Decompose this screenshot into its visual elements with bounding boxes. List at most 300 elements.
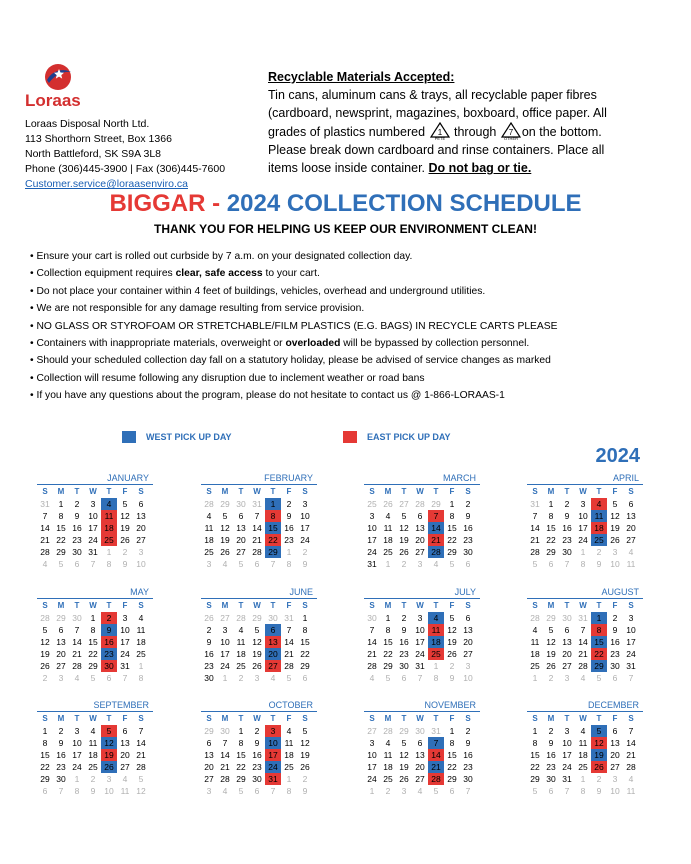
calendar-day: 11 <box>383 523 393 533</box>
adjacent-month-day: 6 <box>401 673 407 683</box>
calendar-day: 24 <box>88 535 98 545</box>
calendar-day: 23 <box>562 535 572 545</box>
calendar-day: 16 <box>56 750 66 760</box>
weekday-header: T <box>238 714 244 723</box>
calendar-day: 20 <box>562 649 572 659</box>
title-town: BIGGAR <box>109 190 206 217</box>
calendar-day: 17 <box>220 649 230 659</box>
adjacent-month-day: 10 <box>463 673 473 683</box>
month-may <box>37 587 153 684</box>
calendar-day: 21 <box>367 649 377 659</box>
recyclables-heading: Recyclable Materials Accepted: <box>268 70 455 84</box>
calendar-day: 29 <box>530 774 540 784</box>
calendar-day: 4 <box>385 738 391 748</box>
calendar-day: 29 <box>40 774 50 784</box>
weekday-header: S <box>302 601 308 610</box>
calendar-day: 5 <box>401 511 407 521</box>
weekday-header: S <box>206 601 212 610</box>
calendar-day: 22 <box>447 762 457 772</box>
calendar-day: 22 <box>530 762 540 772</box>
calendar-day: 22 <box>447 535 457 545</box>
calendar-day: 5 <box>401 738 407 748</box>
calendar-day: 7 <box>286 625 292 635</box>
calendar-day: 22 <box>88 649 98 659</box>
adjacent-month-day: 4 <box>222 559 228 569</box>
adjacent-month-day: 2 <box>385 786 391 796</box>
adjacent-month-day: 28 <box>383 726 393 736</box>
calendar-day: 27 <box>415 547 425 557</box>
month-september <box>37 700 153 797</box>
calendar-day: 15 <box>88 637 98 647</box>
calendar-day: 30 <box>546 774 556 784</box>
weekday-header: F <box>122 714 128 723</box>
calendar-day: 2 <box>286 499 292 509</box>
weekday-header: T <box>433 487 439 496</box>
adjacent-month-day: 7 <box>564 559 570 569</box>
east-pickup-day: 17 <box>265 749 281 761</box>
calendar-day: 2 <box>612 613 618 623</box>
calendar-day: 9 <box>286 511 292 521</box>
adjacent-month-day: 9 <box>596 559 602 569</box>
adjacent-month-day: 4 <box>433 559 439 569</box>
calendar-day: 21 <box>252 535 262 545</box>
weekday-header: S <box>532 487 538 496</box>
weekday-header: S <box>138 601 144 610</box>
adjacent-month-day: 30 <box>220 726 230 736</box>
adjacent-month-day: 6 <box>42 786 48 796</box>
calendar-day: 1 <box>302 613 308 623</box>
calendar-day: 12 <box>40 637 50 647</box>
adjacent-month-day: 3 <box>58 673 64 683</box>
weekday-header: S <box>302 714 308 723</box>
calendar-day: 4 <box>138 613 144 623</box>
calendar-day: 6 <box>417 738 423 748</box>
calendar-day: 19 <box>399 535 409 545</box>
adjacent-month-day: 5 <box>138 774 144 784</box>
calendar-day: 14 <box>626 738 636 748</box>
recycle-code-other: OTHER <box>503 136 518 140</box>
calendar-day: 13 <box>415 523 425 533</box>
adjacent-month-day: 6 <box>106 673 112 683</box>
weekday-header: T <box>238 601 244 610</box>
weekday-header: S <box>42 714 48 723</box>
adjacent-month-day: 8 <box>138 673 144 683</box>
calendar-day: 13 <box>626 511 636 521</box>
calendar-day: 30 <box>252 774 262 784</box>
east-pickup-day: 13 <box>265 636 281 648</box>
weekday-header: M <box>221 601 229 610</box>
calendar-day: 23 <box>399 649 409 659</box>
east-pickup-day: 5 <box>101 725 117 737</box>
weekday-header: M <box>384 601 392 610</box>
weekday-header: S <box>42 487 48 496</box>
adjacent-month-day: 7 <box>564 786 570 796</box>
weekday-header: W <box>89 714 97 723</box>
calendar-day: 7 <box>42 511 48 521</box>
month-january <box>37 473 153 570</box>
west-pickup-day: 28 <box>428 546 444 558</box>
month-name: JULY <box>364 587 480 599</box>
calendar-day: 7 <box>580 625 586 635</box>
adjacent-month-day: 2 <box>90 774 96 784</box>
calendar-day: 26 <box>252 661 262 671</box>
west-pickup-day: 1 <box>265 498 281 510</box>
adjacent-month-day: 2 <box>42 673 48 683</box>
month-name: MAY <box>37 587 153 599</box>
calendar-day: 14 <box>284 637 294 647</box>
adjacent-month-day: 1 <box>74 774 80 784</box>
calendar-day: 17 <box>72 750 82 760</box>
west-pickup-day: 6 <box>265 624 281 636</box>
adjacent-month-day: 9 <box>90 786 96 796</box>
calendar-day: 1 <box>238 726 244 736</box>
adjacent-month-day: 3 <box>254 673 260 683</box>
weekday-header: T <box>238 487 244 496</box>
month-name: MARCH <box>364 473 480 485</box>
adjacent-month-day: 4 <box>580 673 586 683</box>
adjacent-month-day: 3 <box>417 559 423 569</box>
calendar-day: 23 <box>284 535 294 545</box>
calendar-day: 16 <box>463 750 473 760</box>
east-pickup-day: 19 <box>101 749 117 761</box>
adjacent-month-day: 31 <box>530 499 540 509</box>
adjacent-month-day: 6 <box>254 786 260 796</box>
calendar-day: 15 <box>447 750 457 760</box>
adjacent-month-day: 6 <box>548 786 554 796</box>
calendar-day: 28 <box>252 547 262 557</box>
calendar-day: 5 <box>612 499 618 509</box>
month-april <box>527 473 643 570</box>
adjacent-month-day: 6 <box>449 786 455 796</box>
calendar-day: 12 <box>399 750 409 760</box>
weekday-header: T <box>74 714 80 723</box>
calendar-day: 16 <box>610 637 620 647</box>
calendar-day: 18 <box>284 750 294 760</box>
weekday-header: M <box>221 487 229 496</box>
calendar-day: 31 <box>120 661 130 671</box>
adjacent-month-day: 6 <box>74 559 80 569</box>
weekday-header: T <box>564 487 570 496</box>
calendar-day: 4 <box>580 726 586 736</box>
calendar-day: 6 <box>206 738 212 748</box>
weekday-header: T <box>270 714 276 723</box>
adjacent-month-day: 30 <box>72 613 82 623</box>
weekday-header: T <box>401 601 407 610</box>
calendar-day: 27 <box>562 661 572 671</box>
east-pickup-day: 4 <box>591 498 607 510</box>
calendar-day: 9 <box>465 511 471 521</box>
calendar-day: 21 <box>578 649 588 659</box>
calendar-day: 10 <box>578 511 588 521</box>
calendar-day: 29 <box>88 661 98 671</box>
calendar-day: 19 <box>120 523 130 533</box>
calendar-day: 6 <box>417 511 423 521</box>
calendar-day: 11 <box>530 637 540 647</box>
calendar-day: 15 <box>546 523 556 533</box>
calendar-day: 3 <box>628 613 634 623</box>
calendar-day: 7 <box>532 511 538 521</box>
weekday-header: T <box>433 601 439 610</box>
calendar-day: 17 <box>415 637 425 647</box>
calendar-day: 3 <box>369 738 375 748</box>
calendar-day: 26 <box>40 661 50 671</box>
weekday-header: W <box>253 714 261 723</box>
weekday-header: F <box>449 487 455 496</box>
weekday-header: F <box>286 714 292 723</box>
adjacent-month-day: 8 <box>286 559 292 569</box>
calendar-day: 10 <box>626 625 636 635</box>
east-pickup-day: 21 <box>428 534 444 546</box>
calendar-day: 18 <box>383 535 393 545</box>
weekday-header: S <box>138 487 144 496</box>
calendar-day: 23 <box>546 762 556 772</box>
company-name: Loraas Disposal North Ltd. <box>25 118 150 130</box>
do-not-bag-notice: Do not bag or tie. <box>428 161 532 175</box>
rule-item: • Containers with inappropriate materials, overweight or overloaded will be bypassed by collection personnel. <box>30 335 670 352</box>
calendar-day: 26 <box>220 547 230 557</box>
west-pickup-day: 14 <box>428 522 444 534</box>
calendar-day: 5 <box>548 625 554 635</box>
adjacent-month-day: 4 <box>270 673 276 683</box>
calendar-day: 24 <box>367 547 377 557</box>
calendar-day: 23 <box>463 535 473 545</box>
calendar-day: 20 <box>415 762 425 772</box>
calendar-day: 25 <box>383 774 393 784</box>
title-schedule: 2024 COLLECTION SCHEDULE <box>226 190 582 217</box>
adjacent-month-day: 4 <box>628 547 634 557</box>
calendar-day: 7 <box>628 726 634 736</box>
calendar-day: 9 <box>548 738 554 748</box>
calendar-day: 3 <box>222 625 228 635</box>
calendar-day: 14 <box>530 523 540 533</box>
adjacent-month-day: 6 <box>302 673 308 683</box>
calendar-day: 25 <box>578 762 588 772</box>
month-march <box>364 473 480 570</box>
calendar-day: 17 <box>367 762 377 772</box>
calendar-day: 16 <box>562 523 572 533</box>
month-july <box>364 587 480 684</box>
adjacent-month-day: 4 <box>122 774 128 784</box>
west-pickup-day: 21 <box>428 761 444 773</box>
adjacent-month-day: 30 <box>236 499 246 509</box>
east-pickup-day: 2 <box>101 612 117 624</box>
west-pickup-day: 4 <box>428 612 444 624</box>
weekday-header: M <box>547 601 555 610</box>
adjacent-month-day: 7 <box>417 673 423 683</box>
calendar-day: 30 <box>610 661 620 671</box>
weekday-header: W <box>416 601 424 610</box>
west-pickup-day: 25 <box>591 534 607 546</box>
month-name: JUNE <box>201 587 317 599</box>
calendar-day: 28 <box>367 661 377 671</box>
calendar-day: 2 <box>401 613 407 623</box>
calendar-day: 28 <box>72 661 82 671</box>
weekday-header: T <box>596 487 602 496</box>
calendar-day: 24 <box>72 762 82 772</box>
calendar-day: 29 <box>447 774 457 784</box>
weekday-header: F <box>122 601 128 610</box>
adjacent-month-day: 4 <box>628 774 634 784</box>
calendar-day: 27 <box>204 774 214 784</box>
calendar-day: 13 <box>236 523 246 533</box>
calendar-day: 26 <box>300 762 310 772</box>
calendar-day: 29 <box>383 661 393 671</box>
adjacent-month-day: 11 <box>626 559 636 569</box>
calendar-day: 25 <box>530 661 540 671</box>
adjacent-month-day: 9 <box>596 786 602 796</box>
month-name: OCTOBER <box>201 700 317 712</box>
adjacent-month-day: 3 <box>206 786 212 796</box>
adjacent-month-day: 7 <box>628 673 634 683</box>
company-address-line2: North Battleford, SK S9A 3L8 <box>25 148 161 160</box>
west-pickup-day: 9 <box>101 624 117 636</box>
weekday-header: F <box>612 714 618 723</box>
calendar-day: 10 <box>367 523 377 533</box>
calendar-day: 28 <box>578 661 588 671</box>
calendar-day: 12 <box>300 738 310 748</box>
calendar-day: 28 <box>284 661 294 671</box>
weekday-header: T <box>270 601 276 610</box>
logo-wordmark: Loraas <box>25 91 81 110</box>
calendar-day: 20 <box>236 535 246 545</box>
calendar-day: 12 <box>120 511 130 521</box>
adjacent-month-day: 9 <box>302 559 308 569</box>
adjacent-month-day: 1 <box>286 547 292 557</box>
adjacent-month-day: 27 <box>367 726 377 736</box>
weekday-header: T <box>401 714 407 723</box>
calendar-day: 29 <box>300 661 310 671</box>
calendar-day: 16 <box>463 523 473 533</box>
calendar-day: 10 <box>72 738 82 748</box>
calendar-day: 14 <box>40 523 50 533</box>
adjacent-month-day: 5 <box>58 559 64 569</box>
recycle-code-pete: PETE <box>434 136 445 140</box>
calendar-day: 25 <box>136 649 146 659</box>
adjacent-month-day: 28 <box>236 613 246 623</box>
calendar-day: 9 <box>465 738 471 748</box>
calendar-day: 17 <box>562 750 572 760</box>
calendar-day: 31 <box>415 661 425 671</box>
adjacent-month-day: 4 <box>74 673 80 683</box>
calendar-day: 29 <box>546 547 556 557</box>
calendar-day: 9 <box>254 738 260 748</box>
calendar-day: 22 <box>40 762 50 772</box>
company-email-link[interactable]: Customer.service@loraasenviro.ca <box>25 178 188 190</box>
calendar-day: 16 <box>72 523 82 533</box>
east-pickup-day: 28 <box>428 773 444 785</box>
calendar-day: 21 <box>530 535 540 545</box>
adjacent-month-day: 4 <box>42 559 48 569</box>
calendar-day: 17 <box>578 523 588 533</box>
adjacent-month-day: 3 <box>401 786 407 796</box>
adjacent-month-day: 4 <box>417 786 423 796</box>
calendar-day: 3 <box>122 613 128 623</box>
calendar-day: 3 <box>90 499 96 509</box>
calendar-day: 11 <box>383 750 393 760</box>
weekday-header: W <box>89 601 97 610</box>
adjacent-month-day: 27 <box>399 499 409 509</box>
adjacent-month-day: 1 <box>385 559 391 569</box>
adjacent-month-day: 7 <box>122 673 128 683</box>
calendar-day: 4 <box>532 625 538 635</box>
calendar-day: 27 <box>120 762 130 772</box>
adjacent-month-day: 30 <box>415 726 425 736</box>
adjacent-month-day: 11 <box>626 786 636 796</box>
calendar-day: 30 <box>399 661 409 671</box>
west-pickup-day: 20 <box>265 648 281 660</box>
adjacent-month-day: 5 <box>532 559 538 569</box>
west-pickup-day: 19 <box>591 749 607 761</box>
rule-item: • Ensure your cart is rolled out curbside by 7 a.m. on your designated collection day. <box>30 248 670 265</box>
adjacent-month-day: 26 <box>383 499 393 509</box>
subtitle: THANK YOU FOR HELPING US KEEP OUR ENVIRONMENT CLEAN! <box>154 222 537 236</box>
adjacent-month-day: 31 <box>40 499 50 509</box>
calendar-day: 16 <box>204 649 214 659</box>
calendar-day: 24 <box>220 661 230 671</box>
weekday-header: S <box>465 714 471 723</box>
adjacent-month-day: 2 <box>238 673 244 683</box>
weekday-header: W <box>89 487 97 496</box>
weekday-header: M <box>221 714 229 723</box>
calendar-day: 3 <box>302 499 308 509</box>
adjacent-month-day: 31 <box>252 499 262 509</box>
calendar-day: 5 <box>254 625 260 635</box>
west-pickup-day: 7 <box>428 737 444 749</box>
weekday-header: S <box>206 714 212 723</box>
adjacent-month-day: 28 <box>530 613 540 623</box>
adjacent-month-day: 4 <box>369 673 375 683</box>
adjacent-month-day: 8 <box>433 673 439 683</box>
calendar-day: 10 <box>562 738 572 748</box>
calendar-day: 15 <box>236 750 246 760</box>
calendar-day: 26 <box>546 661 556 671</box>
adjacent-month-day: 3 <box>465 661 471 671</box>
adjacent-month-day: 8 <box>580 559 586 569</box>
weekday-header: M <box>547 487 555 496</box>
calendar-day: 24 <box>415 649 425 659</box>
east-pickup-day: 11 <box>101 510 117 522</box>
adjacent-month-day: 25 <box>367 499 377 509</box>
calendar-day: 2 <box>465 499 471 509</box>
rule-item: • Collection equipment requires clear, safe access to your cart. <box>30 265 670 282</box>
weekday-header: T <box>270 487 276 496</box>
month-name: JANUARY <box>37 473 153 485</box>
adjacent-month-day: 5 <box>238 559 244 569</box>
adjacent-month-day: 5 <box>449 559 455 569</box>
weekday-header: F <box>122 487 128 496</box>
calendar-day: 11 <box>236 637 246 647</box>
calendar-day: 24 <box>300 535 310 545</box>
adjacent-month-day: 3 <box>612 547 618 557</box>
calendar-day: 4 <box>90 726 96 736</box>
weekday-header: S <box>369 601 375 610</box>
weekday-header: T <box>564 714 570 723</box>
calendar-day: 8 <box>42 738 48 748</box>
calendar-day: 13 <box>415 750 425 760</box>
calendar-day: 31 <box>367 559 377 569</box>
east-pickup-day: 18 <box>591 522 607 534</box>
calendar-day: 26 <box>120 535 130 545</box>
calendar-day: 18 <box>204 535 214 545</box>
calendar-day: 2 <box>58 726 64 736</box>
adjacent-month-day: 10 <box>610 559 620 569</box>
adjacent-month-day: 7 <box>270 559 276 569</box>
weekday-header: F <box>449 601 455 610</box>
weekday-header: F <box>449 714 455 723</box>
east-pickup-day: 16 <box>101 636 117 648</box>
calendar-day: 26 <box>399 547 409 557</box>
calendar-day: 19 <box>220 535 230 545</box>
